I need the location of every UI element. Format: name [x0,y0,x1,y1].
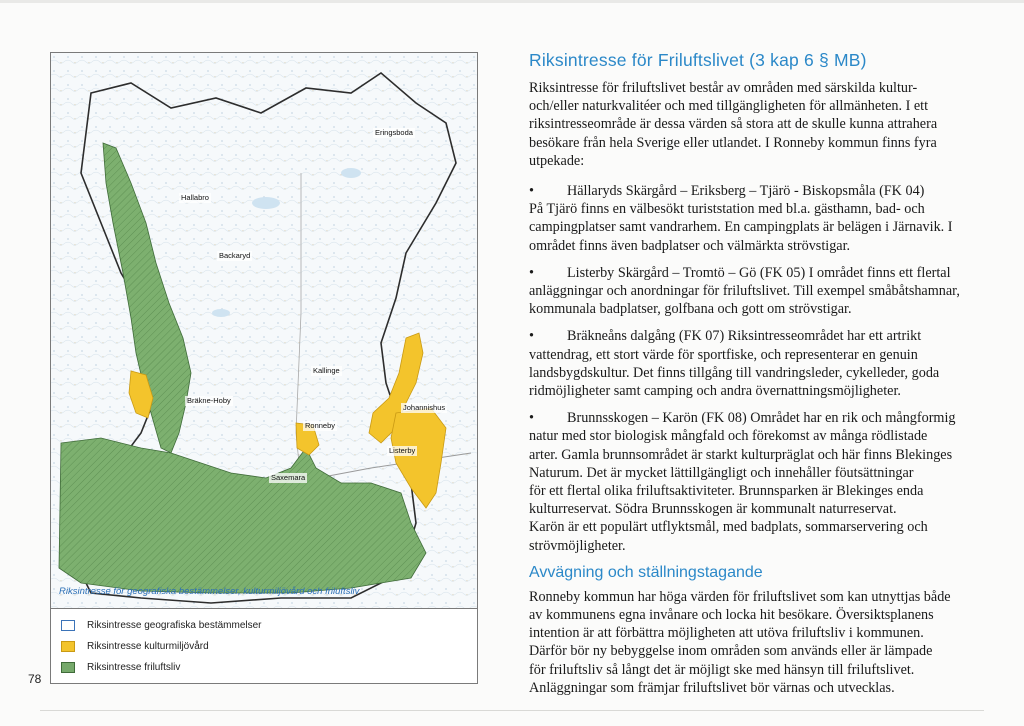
bullet-item [529,264,979,319]
top-rule [0,0,1024,3]
map-legend [51,608,477,684]
bullet-dot: • [529,328,534,345]
intro-paragraph [529,79,979,170]
text-line: Därför bör ny bebyggelse inom områden som används eller är lämpade [529,643,933,660]
text-column [529,50,979,697]
text-line: vattendrag, ett stort värde för sportfiske, och representerar en genuin [529,346,918,363]
text-line: arter. Gamla brunnsområdet är starkt kulturpräglat och här finns Blekinges [529,446,953,463]
bullet-dot: • [529,264,534,281]
section-subheading: Avvägning och ställningstagande [529,563,763,581]
text-line: anläggningar och anordningar för friluftslivet. Till exempel småbåtshamnar, [529,283,960,300]
bullet-dot: • [529,183,534,200]
map-place-label: Backaryd [219,251,251,260]
text-line: Karön är ett populärt utflyktsmål, med badplats, sommarservering och [529,519,928,536]
map-place-label: Bräkne-Hoby [187,396,231,405]
text-line: kommunala badplatser, golfbana och gott om strövstigar. [529,301,852,318]
page-number: 78 [28,672,42,686]
map-place-label: Eringsboda [375,128,413,137]
section-heading: Riksintresse för Friluftslivet (3 kap 6 § MB) [529,50,867,70]
map-place-label: Kallinge [313,366,340,375]
text-line: Naturum. Det är mycket lättillgängligt och innehåller föutsättningar [529,464,914,481]
text-line: utpekade: [529,152,585,169]
legend-item-geo [61,617,262,633]
legend-swatch-kultur [61,641,75,652]
map-caption: Riksintresse för geografiska bestämmelser, kulturmiljövård och friluftsliv [59,586,360,597]
bullet-title: Brunnsskogen – Karön (FK 08) Området har en rik och mångformig [567,410,956,427]
legend-item-friluftsliv [61,659,180,675]
bullet-item [529,327,979,400]
map-place-label: Ronneby [305,421,336,430]
text-line: området finns även badplatser och välmärkta strövstigar. [529,237,851,254]
bullet-item [529,182,979,255]
lake [252,197,280,209]
bullet-dot: • [529,410,534,427]
text-line: Anläggningar som främjar friluftslivet bör värnas och utvecklas. [529,679,895,696]
lake [212,309,230,317]
legend-label: Riksintresse friluftsliv [87,661,181,673]
map-place-label: Listerby [389,446,416,455]
legend-swatch-friluftsliv [61,662,75,673]
legend-label: Riksintresse kulturmiljövård [87,640,209,652]
text-line: riksintresseområde är dessa värden så stora att de skulle kunna attrahera [529,116,938,133]
text-line: och/eller naturkvalitéer och med tillgängligheten för allmänheten. I ett [529,98,929,115]
text-line: Riksintresse för friluftslivet består av områden med särskilda kultur- [529,80,918,96]
text-line: Ronneby kommun har höga värden för friluftslivet som kan utnyttjas både [529,588,951,605]
map-place-label: Hallabro [181,193,209,202]
text-line: campingplatser samt vandrarhem. En campingplats är belägen i Järnavik. I [529,219,953,236]
text-line: för ett flertal olika friluftsaktiviteter. Brunnsparken är Blekinges enda [529,483,924,500]
text-line: besökare från hela Sverige eller utlandet. I Ronneby kommun finns fyra [529,134,937,151]
legend-label: Riksintresse geografiska bestämmelser [87,619,262,631]
text-line: för friluftsliv så långt det är möjligt ske med hänsyn till friluftslivet. [529,661,915,678]
bullet-title: Hällaryds Skärgård – Eriksberg – Tjärö - Biskopsmåla (FK 04) [567,183,925,200]
conclusion-paragraph [529,588,979,697]
bottom-rule [40,710,984,711]
bullet-item [529,409,979,555]
text-line: natur med stor biologisk mångfald och förekomst av många rödlistade [529,428,928,445]
lake [341,168,361,178]
legend-swatch-geo [61,620,75,631]
text-line: På Tjärö finns en välbesökt turiststation med bl.a. gästhamn, bad- och [529,201,925,218]
map-figure [50,52,478,684]
bullet-title: Bräkneåns dalgång (FK 07) Riksintresseområdet har ett artrikt [567,328,922,345]
bullet-title: Listerby Skärgård – Tromtö – Gö (FK 05) I området finns ett flertal [567,264,951,281]
map-place-label: Saxemara [271,473,306,482]
text-line: intention är att förbättra möjligheten att utöva friluftsliv i kommunen. [529,625,924,642]
text-line: kulturreservat. Södra Brunnsskogen är kommunalt naturreservat. [529,501,897,518]
map-place-label: Johannishus [403,403,446,412]
text-line: landsbygdskultur. Det finns tillgång till vandringsleder, cykelleder, goda [529,364,940,381]
text-line: av kommunens egna invånare och locka hit besökare. Översiktsplanens [529,607,934,624]
text-line: strövmöjligheter. [529,537,626,554]
legend-item-kultur [61,638,209,654]
text-line: ridmöjligheter samt camping och andra övernattningsmöjligheter. [529,383,901,400]
